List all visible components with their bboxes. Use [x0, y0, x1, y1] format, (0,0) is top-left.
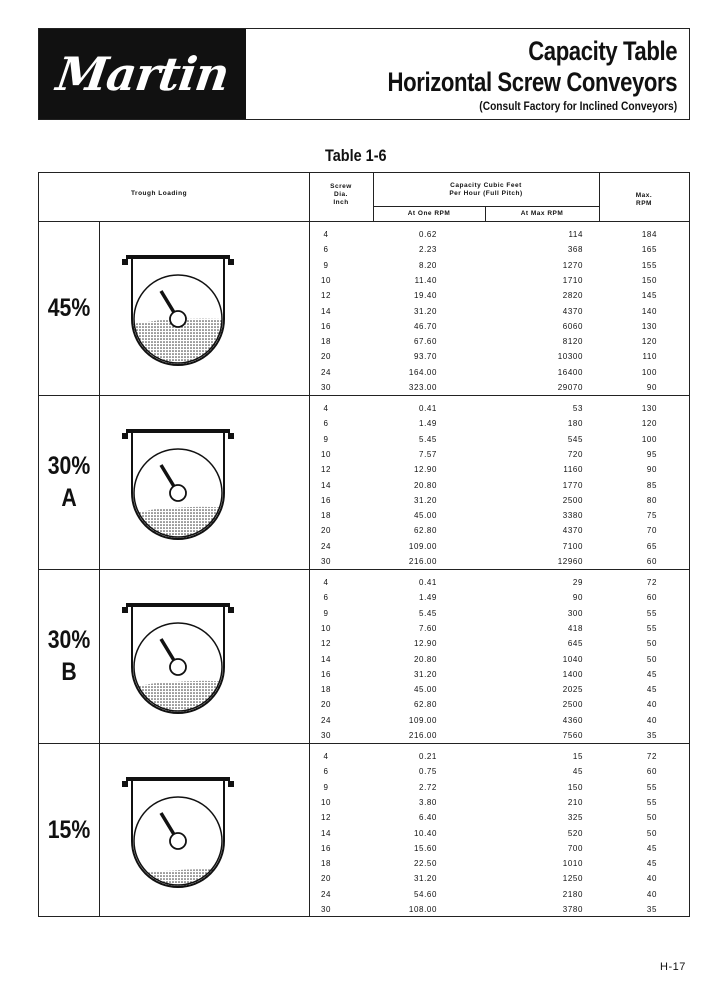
capacity-max-rpm-cell: 150 — [567, 782, 583, 792]
capacity-max-rpm-cell: 2025 — [562, 685, 583, 695]
capacity-one-rpm-cell: 7.57 — [419, 449, 437, 459]
capacity-one-rpm-cell: 109.00 — [408, 715, 437, 725]
max-rpm-cell: 120 — [641, 337, 657, 347]
max-rpm-cell: 70 — [646, 526, 657, 536]
capacity-max-rpm-cell: 1250 — [562, 874, 583, 884]
max-rpm-cell: 35 — [646, 905, 657, 914]
capacity-one-rpm-cell: 0.75 — [419, 767, 437, 777]
screw-dia-cell: 4 — [323, 578, 329, 587]
capacity-max-rpm-cell: 2180 — [562, 889, 583, 899]
screw-dia-cell: 16 — [320, 843, 332, 853]
table-row — [309, 590, 689, 605]
loading-percentage — [44, 814, 95, 846]
table-row — [309, 288, 689, 303]
header-text: Inch — [333, 199, 349, 206]
screw-dia-cell: 24 — [320, 367, 332, 377]
capacity-one-rpm-cell: 31.20 — [413, 669, 437, 679]
table-row — [309, 432, 689, 447]
section-divider — [39, 569, 689, 570]
max-rpm-cell: 40 — [646, 715, 657, 725]
capacity-max-rpm-cell: 2500 — [562, 700, 583, 710]
screw-dia-cell: 12 — [320, 813, 332, 823]
capacity-one-rpm-cell: 0.41 — [419, 578, 437, 587]
max-rpm-cell: 35 — [646, 731, 657, 740]
loading-label: 30% — [47, 626, 91, 654]
max-rpm-cell: 155 — [641, 260, 657, 270]
max-rpm-cell: 80 — [646, 495, 657, 505]
table-row — [309, 258, 689, 273]
table-row — [309, 826, 689, 841]
trough-section — [39, 569, 689, 743]
loading-label: 15% — [47, 816, 91, 844]
capacity-one-rpm-cell: 7.60 — [419, 623, 437, 633]
logo-text: Martin — [53, 47, 232, 101]
trough-diagram-icon — [103, 761, 253, 901]
capacity-one-rpm-cell: 0.62 — [419, 230, 437, 239]
screw-dia-cell: 16 — [320, 669, 332, 679]
capacity-one-rpm-cell: 31.20 — [413, 306, 437, 316]
screw-dia-cell: 24 — [320, 889, 332, 899]
table-row — [309, 871, 689, 886]
screw-dia-cell: 18 — [320, 859, 332, 869]
max-rpm-cell: 55 — [646, 623, 657, 633]
capacity-one-rpm-cell: 12.90 — [413, 639, 437, 649]
table-row — [309, 523, 689, 538]
trough-section — [39, 743, 689, 917]
screw-dia-cell: 18 — [320, 685, 332, 695]
table-row — [309, 841, 689, 856]
screw-dia-cell: 14 — [320, 480, 332, 490]
screw-dia-cell: 18 — [320, 337, 332, 347]
screw-dia-cell: 30 — [320, 905, 332, 914]
trough-section — [39, 221, 689, 395]
table-row — [309, 764, 689, 779]
capacity-one-rpm-cell: 216.00 — [408, 557, 437, 566]
table-row — [309, 795, 689, 810]
capacity-one-rpm-cell: 6.40 — [419, 813, 437, 823]
loading-percentage — [44, 450, 95, 514]
screw-dia-cell: 10 — [320, 797, 332, 807]
capacity-max-rpm-cell: 16400 — [557, 367, 583, 377]
loading-label: B — [61, 658, 77, 686]
capacity-one-rpm-cell: 20.80 — [413, 654, 437, 664]
capacity-max-rpm-cell: 1770 — [562, 480, 583, 490]
table-row — [309, 349, 689, 364]
capacity-max-rpm-cell: 8120 — [562, 337, 583, 347]
capacity-max-rpm-cell: 53 — [572, 404, 583, 413]
capacity-max-rpm-cell: 114 — [568, 230, 583, 239]
max-rpm-cell: 50 — [646, 639, 657, 649]
max-rpm-cell: 130 — [641, 404, 657, 413]
table-row — [309, 749, 689, 764]
screw-dia-cell: 20 — [320, 352, 332, 362]
capacity-one-rpm-cell: 108.00 — [408, 905, 437, 914]
max-rpm-cell: 40 — [646, 700, 657, 710]
capacity-one-rpm-cell: 54.60 — [413, 889, 437, 899]
capacity-one-rpm-cell: 216.00 — [408, 731, 437, 740]
capacity-one-rpm-cell: 2.72 — [419, 782, 437, 792]
screw-dia-cell: 30 — [320, 557, 332, 566]
divider — [373, 206, 599, 207]
capacity-max-rpm-cell: 2500 — [562, 495, 583, 505]
capacity-one-rpm-cell: 15.60 — [413, 843, 437, 853]
max-rpm-cell: 145 — [641, 291, 657, 301]
capacity-max-rpm-cell: 29070 — [557, 383, 583, 392]
table-row — [309, 334, 689, 349]
screw-dia-cell: 20 — [320, 526, 332, 536]
capacity-max-rpm-cell: 7100 — [562, 541, 583, 551]
table-row — [309, 575, 689, 590]
max-rpm-cell: 100 — [641, 434, 657, 444]
capacity-max-rpm-cell: 1270 — [562, 260, 583, 270]
capacity-one-rpm-cell: 46.70 — [413, 321, 437, 331]
table-row — [309, 606, 689, 621]
capacity-max-rpm-cell: 6060 — [562, 321, 583, 331]
max-rpm-cell: 50 — [646, 813, 657, 823]
section-divider — [39, 743, 689, 744]
capacity-one-rpm-cell: 45.00 — [413, 511, 437, 521]
capacity-one-rpm-cell: 20.80 — [413, 480, 437, 490]
table-row — [309, 682, 689, 697]
capacity-max-rpm-cell: 4370 — [562, 306, 583, 316]
screw-dia-cell: 12 — [320, 291, 332, 301]
header-box — [38, 28, 690, 120]
capacity-max-rpm-cell: 1010 — [562, 859, 583, 869]
capacity-max-rpm-cell: 12960 — [557, 557, 583, 566]
header-trough-loading: Trough Loading — [130, 190, 188, 197]
max-rpm-cell: 72 — [646, 752, 657, 761]
header-text: Max. — [635, 192, 653, 199]
max-rpm-cell: 50 — [646, 654, 657, 664]
table-row — [309, 652, 689, 667]
max-rpm-cell: 120 — [641, 419, 657, 429]
screw-dia-cell: 16 — [320, 495, 332, 505]
max-rpm-cell: 40 — [646, 889, 657, 899]
table-row — [309, 273, 689, 288]
max-rpm-cell: 110 — [642, 352, 657, 362]
capacity-table — [38, 172, 690, 917]
screw-dia-cell: 24 — [320, 715, 332, 725]
capacity-one-rpm-cell: 1.49 — [419, 593, 437, 603]
capacity-one-rpm-cell: 109.00 — [408, 541, 437, 551]
screw-dia-cell: 14 — [320, 654, 332, 664]
capacity-one-rpm-cell: 5.45 — [419, 608, 437, 618]
max-rpm-cell: 55 — [646, 782, 657, 792]
screw-dia-cell: 16 — [320, 321, 332, 331]
capacity-max-rpm-cell: 700 — [567, 843, 583, 853]
capacity-one-rpm-cell: 323.00 — [408, 383, 437, 392]
header-text: Dia. — [334, 191, 348, 198]
table-row — [309, 401, 689, 416]
screw-dia-cell: 6 — [323, 767, 329, 777]
screw-dia-cell: 9 — [323, 782, 329, 792]
page-title: Capacity Table — [528, 36, 677, 66]
screw-dia-cell: 10 — [320, 623, 332, 633]
loading-label: 45% — [47, 294, 91, 322]
capacity-one-rpm-cell: 164.00 — [408, 367, 437, 377]
table-row — [309, 380, 689, 395]
table-row — [309, 780, 689, 795]
max-rpm-cell: 65 — [646, 541, 657, 551]
page-title-line2: Horizontal Screw Conveyors — [387, 67, 677, 97]
capacity-max-rpm-cell: 1040 — [562, 654, 583, 664]
capacity-max-rpm-cell: 2820 — [562, 291, 583, 301]
screw-dia-cell: 30 — [320, 383, 332, 392]
capacity-max-rpm-cell: 15 — [572, 752, 583, 761]
max-rpm-cell: 165 — [641, 245, 657, 255]
page-subtitle: (Consult Factory for Inclined Conveyors) — [479, 99, 677, 113]
capacity-one-rpm-cell: 93.70 — [413, 352, 437, 362]
screw-dia-cell: 14 — [320, 828, 332, 838]
max-rpm-cell: 55 — [646, 797, 657, 807]
capacity-max-rpm-cell: 3780 — [562, 905, 583, 914]
capacity-one-rpm-cell: 3.80 — [419, 797, 437, 807]
header-text: Capacity Cubic Feet — [450, 182, 522, 189]
screw-dia-cell: 20 — [320, 700, 332, 710]
screw-dia-cell: 6 — [323, 419, 329, 429]
capacity-max-rpm-cell: 180 — [567, 419, 583, 429]
martin-logo — [39, 29, 246, 119]
table-row — [309, 697, 689, 712]
trough-diagram-icon — [103, 239, 253, 379]
capacity-one-rpm-cell: 31.20 — [413, 874, 437, 884]
table-row — [309, 242, 689, 257]
table-row — [309, 227, 689, 242]
capacity-max-rpm-cell: 418 — [567, 623, 583, 633]
screw-dia-cell: 6 — [323, 245, 329, 255]
screw-dia-cell: 14 — [320, 306, 332, 316]
max-rpm-cell: 85 — [646, 480, 657, 490]
header-max-rpm — [599, 192, 689, 208]
capacity-one-rpm-cell: 19.40 — [413, 291, 437, 301]
table-row — [309, 416, 689, 431]
max-rpm-cell: 40 — [646, 874, 657, 884]
screw-dia-cell: 4 — [323, 230, 329, 239]
max-rpm-cell: 45 — [646, 843, 657, 853]
capacity-one-rpm-cell: 45.00 — [413, 685, 437, 695]
capacity-max-rpm-cell: 7560 — [562, 731, 583, 740]
max-rpm-cell: 95 — [646, 449, 657, 459]
capacity-max-rpm-cell: 1160 — [563, 465, 583, 475]
capacity-max-rpm-cell: 300 — [567, 608, 583, 618]
screw-dia-cell: 4 — [323, 404, 329, 413]
capacity-one-rpm-cell: 8.20 — [419, 260, 437, 270]
table-row — [309, 493, 689, 508]
capacity-one-rpm-cell: 2.23 — [419, 245, 437, 255]
trough-diagram-icon — [103, 413, 253, 553]
table-row — [309, 508, 689, 523]
table-row — [309, 636, 689, 651]
capacity-max-rpm-cell: 720 — [567, 449, 583, 459]
screw-dia-cell: 12 — [320, 465, 332, 475]
max-rpm-cell: 184 — [641, 230, 657, 239]
capacity-one-rpm-cell: 11.40 — [414, 275, 437, 285]
table-row — [309, 728, 689, 743]
header-text: Per Hour (Full Pitch) — [449, 190, 523, 197]
screw-dia-cell: 30 — [320, 731, 332, 740]
page-number: H-17 — [660, 961, 686, 973]
capacity-max-rpm-cell: 1710 — [562, 275, 583, 285]
header-at-max-rpm: At Max RPM — [520, 210, 564, 217]
table-row — [309, 621, 689, 636]
max-rpm-cell: 72 — [646, 578, 657, 587]
header-text: RPM — [636, 200, 652, 207]
header-screw-dia — [309, 183, 373, 207]
table-row — [309, 539, 689, 554]
screw-dia-cell: 9 — [323, 608, 329, 618]
header-at-one-rpm: At One RPM — [407, 210, 451, 217]
table-row — [309, 554, 689, 569]
max-rpm-cell: 50 — [646, 828, 657, 838]
capacity-max-rpm-cell: 29 — [572, 578, 583, 587]
table-row — [309, 667, 689, 682]
capacity-one-rpm-cell: 0.41 — [419, 404, 437, 413]
max-rpm-cell: 140 — [641, 306, 657, 316]
max-rpm-cell: 150 — [641, 275, 657, 285]
table-row — [309, 447, 689, 462]
table-row — [309, 902, 689, 917]
screw-dia-cell: 18 — [320, 511, 332, 521]
max-rpm-cell: 100 — [641, 367, 657, 377]
max-rpm-cell: 60 — [646, 767, 657, 777]
capacity-one-rpm-cell: 31.20 — [413, 495, 437, 505]
section-divider — [39, 395, 689, 396]
table-row — [309, 887, 689, 902]
capacity-max-rpm-cell: 10300 — [557, 352, 583, 362]
capacity-one-rpm-cell: 5.45 — [419, 434, 437, 444]
max-rpm-cell: 75 — [646, 511, 657, 521]
table-row — [309, 319, 689, 334]
max-rpm-cell: 45 — [646, 669, 657, 679]
max-rpm-cell: 90 — [646, 465, 657, 475]
capacity-one-rpm-cell: 67.60 — [413, 337, 437, 347]
loading-percentage — [44, 292, 95, 324]
screw-dia-cell: 9 — [323, 434, 329, 444]
capacity-one-rpm-cell: 1.49 — [419, 419, 437, 429]
loading-percentage — [44, 624, 95, 688]
header-capacity — [373, 182, 599, 198]
capacity-max-rpm-cell: 4360 — [562, 715, 583, 725]
capacity-max-rpm-cell: 368 — [567, 245, 583, 255]
table-row — [309, 810, 689, 825]
table-row — [309, 304, 689, 319]
capacity-max-rpm-cell: 520 — [567, 828, 583, 838]
max-rpm-cell: 45 — [646, 685, 657, 695]
table-row — [309, 713, 689, 728]
capacity-max-rpm-cell: 1400 — [562, 669, 583, 679]
screw-dia-cell: 12 — [320, 639, 332, 649]
table-title: Table 1-6 — [325, 146, 387, 165]
screw-dia-cell: 20 — [320, 874, 332, 884]
table-row — [309, 478, 689, 493]
loading-label: A — [61, 484, 77, 512]
capacity-max-rpm-cell: 545 — [567, 434, 583, 444]
capacity-one-rpm-cell: 62.80 — [413, 700, 437, 710]
max-rpm-cell: 45 — [646, 859, 657, 869]
capacity-max-rpm-cell: 3380 — [562, 511, 583, 521]
screw-dia-cell: 9 — [323, 260, 329, 270]
max-rpm-cell: 60 — [646, 557, 657, 566]
trough-section — [39, 395, 689, 569]
capacity-one-rpm-cell: 62.80 — [413, 526, 437, 536]
max-rpm-cell: 90 — [646, 383, 657, 392]
max-rpm-cell: 55 — [646, 608, 657, 618]
screw-dia-cell: 24 — [320, 541, 332, 551]
trough-diagram-icon — [103, 587, 253, 727]
loading-label: 30% — [47, 452, 91, 480]
capacity-max-rpm-cell: 90 — [572, 593, 583, 603]
table-row — [309, 856, 689, 871]
capacity-one-rpm-cell: 22.50 — [413, 859, 437, 869]
screw-dia-cell: 10 — [320, 449, 332, 459]
capacity-one-rpm-cell: 12.90 — [413, 465, 437, 475]
capacity-max-rpm-cell: 45 — [572, 767, 583, 777]
screw-dia-cell: 10 — [320, 275, 332, 285]
title-block — [324, 35, 677, 115]
header-text: Screw — [330, 183, 352, 190]
capacity-one-rpm-cell: 0.21 — [419, 752, 437, 761]
table-row — [309, 462, 689, 477]
table-row — [309, 365, 689, 380]
max-rpm-cell: 60 — [646, 593, 657, 603]
capacity-max-rpm-cell: 4370 — [562, 526, 583, 536]
screw-dia-cell: 6 — [323, 593, 329, 603]
capacity-max-rpm-cell: 645 — [567, 639, 583, 649]
capacity-one-rpm-cell: 10.40 — [413, 828, 437, 838]
capacity-max-rpm-cell: 210 — [567, 797, 583, 807]
screw-dia-cell: 4 — [323, 752, 329, 761]
max-rpm-cell: 130 — [641, 321, 657, 331]
capacity-max-rpm-cell: 325 — [567, 813, 583, 823]
